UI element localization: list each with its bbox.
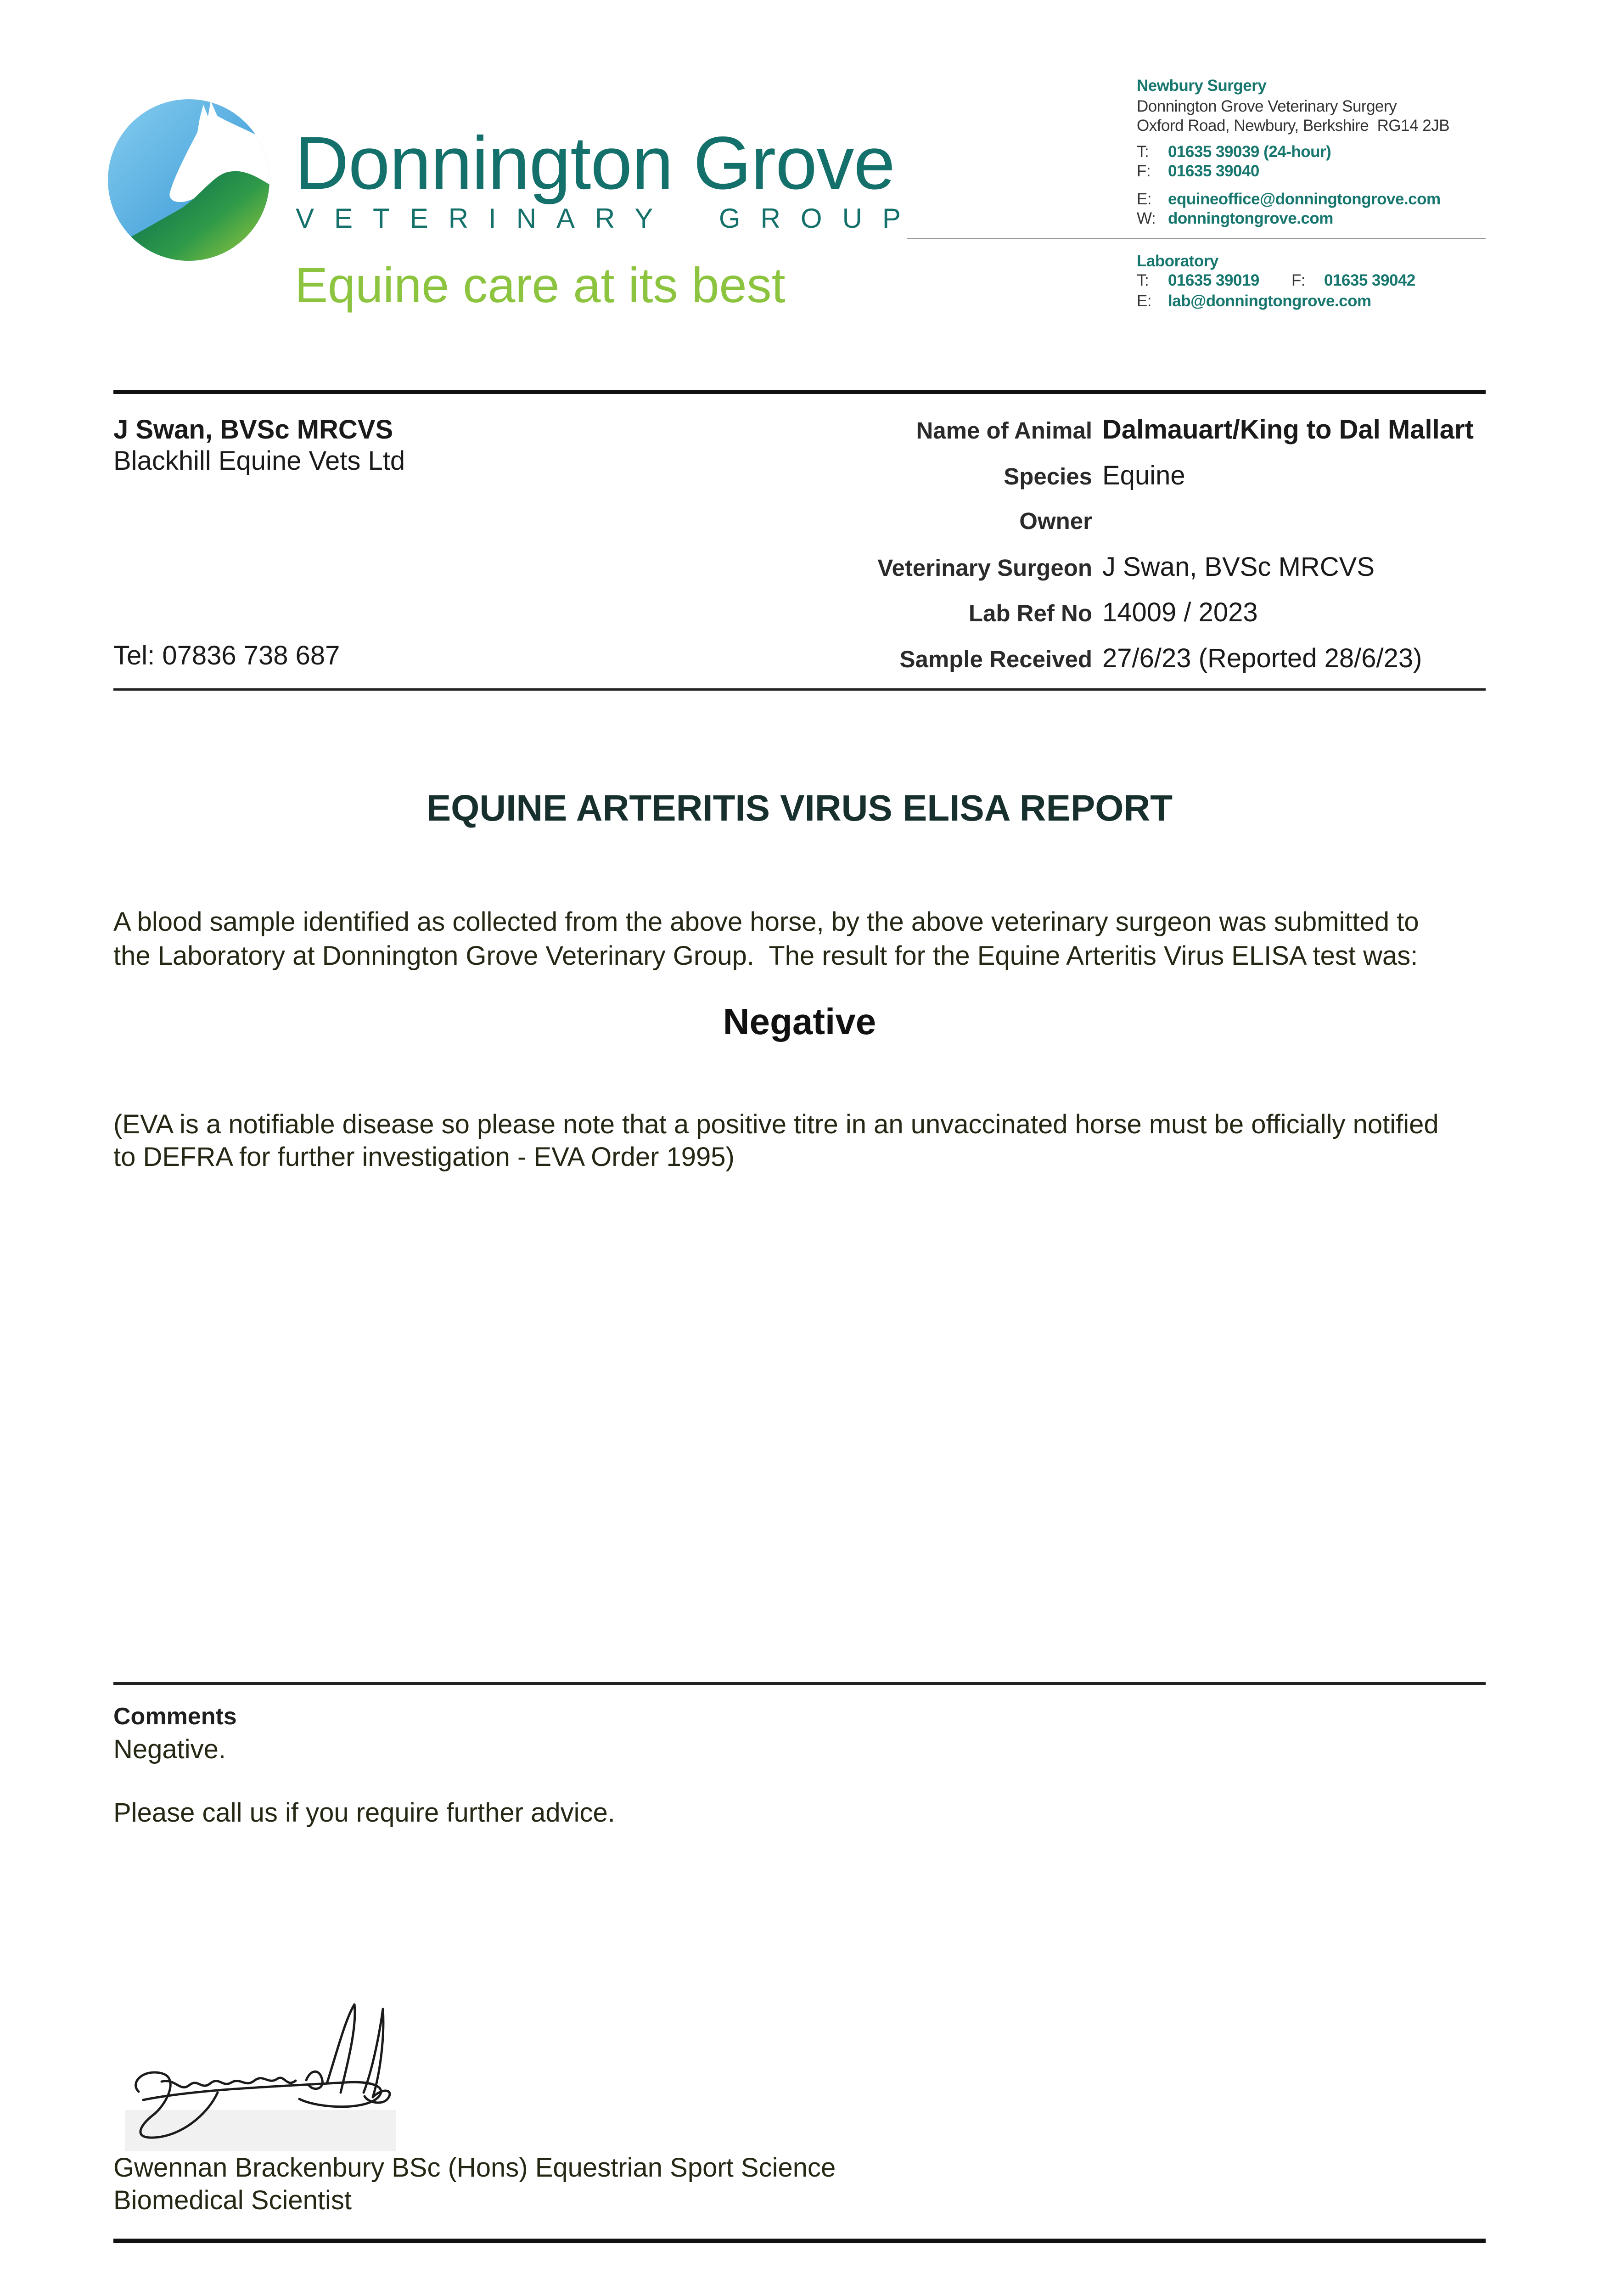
brand-tagline: Equine care at its best bbox=[295, 257, 786, 313]
laboratory-phone: 01635 39019 bbox=[1168, 271, 1259, 289]
veterinary-surgeon-label: Veterinary Surgeon bbox=[877, 554, 1092, 581]
header-top-rule bbox=[113, 390, 1486, 394]
case-detail-row bbox=[780, 453, 1486, 499]
recipient-telephone: Tel: 07836 738 687 bbox=[113, 641, 340, 670]
notifiable-note-line-2: to DEFRA for further investigation - EVA Order 1995) bbox=[113, 1142, 735, 1172]
surgery-web-label: W: bbox=[1137, 209, 1156, 227]
lab-ref-value: 14009 / 2023 bbox=[1102, 597, 1258, 628]
footer-rule bbox=[113, 2239, 1486, 2243]
signatory-name: Gwennan Brackenbury BSc (Hons) Equestrian Sport Science bbox=[113, 2153, 836, 2183]
owner-label: Owner bbox=[1019, 508, 1092, 535]
logo bbox=[106, 97, 271, 263]
surgery-fax-label: F: bbox=[1137, 162, 1151, 180]
recipient-name: J Swan, BVSc MRCVS bbox=[113, 415, 393, 445]
surgery-phone-label: T: bbox=[1137, 143, 1149, 161]
surgery-phone: 01635 39039 (24-hour) bbox=[1168, 143, 1331, 161]
brand-name: Donnington Grove bbox=[295, 121, 895, 205]
surgery-address-line-1: Donnington Grove Veterinary Surgery bbox=[1137, 97, 1397, 115]
intro-line-1: A blood sample identified as collected from the above horse, by the above veterinary surgeon was submitted to bbox=[113, 907, 1419, 937]
animal-name-label: Name of Animal bbox=[916, 417, 1092, 444]
species-value: Equine bbox=[1102, 460, 1185, 490]
laboratory-phone-label: T: bbox=[1137, 271, 1149, 289]
surgery-website: donningtongrove.com bbox=[1168, 209, 1333, 227]
veterinary-surgeon-value: J Swan, BVSc MRCVS bbox=[1102, 551, 1375, 582]
surgery-title: Newbury Surgery bbox=[1137, 77, 1267, 95]
intro-line-2: the Laboratory at Donnington Grove Veterinary Group. The result for the Equine Arteritis Virus ELISA test was: bbox=[113, 941, 1418, 971]
header-bottom-rule bbox=[113, 688, 1486, 691]
signature bbox=[125, 2000, 400, 2151]
sample-received-label: Sample Received bbox=[899, 646, 1092, 672]
species-label: Species bbox=[1004, 463, 1092, 490]
laboratory-fax-label: F: bbox=[1291, 271, 1306, 289]
case-detail-row bbox=[780, 407, 1486, 453]
laboratory-email: lab@donningtongrove.com bbox=[1168, 292, 1371, 310]
sample-received-value: 27/6/23 (Reported 28/6/23) bbox=[1102, 643, 1422, 673]
laboratory-title: Laboratory bbox=[1137, 252, 1218, 270]
comments-label: Comments bbox=[113, 1703, 237, 1730]
comments-text: Negative. bbox=[113, 1734, 226, 1764]
recipient-practice: Blackhill Equine Vets Ltd bbox=[113, 446, 405, 476]
case-detail-row bbox=[780, 544, 1486, 590]
surgery-address-line-2: Oxford Road, Newbury, Berkshire RG14 2JB bbox=[1137, 117, 1450, 135]
surgery-email-label: E: bbox=[1137, 190, 1152, 208]
laboratory-fax: 01635 39042 bbox=[1324, 271, 1415, 289]
case-detail-row bbox=[780, 636, 1486, 681]
brand-subtitle: VETERINARY GROUP bbox=[296, 203, 921, 234]
notifiable-note-line-1: (EVA is a notifiable disease so please note that a positive titre in an unvaccinated horse must be officially notified bbox=[113, 1109, 1439, 1139]
laboratory-email-label: E: bbox=[1137, 292, 1152, 310]
case-details bbox=[780, 407, 1486, 681]
report-title: EQUINE ARTERITIS VIRUS ELISA REPORT bbox=[426, 788, 1173, 828]
animal-name-value: Dalmauart/King to Dal Mallart bbox=[1102, 415, 1474, 445]
signatory-role: Biomedical Scientist bbox=[113, 2185, 352, 2215]
surgery-fax: 01635 39040 bbox=[1168, 162, 1259, 180]
case-detail-row bbox=[780, 590, 1486, 636]
lab-ref-label: Lab Ref No bbox=[968, 600, 1092, 627]
surgery-email: equineoffice@donningtongrove.com bbox=[1168, 190, 1441, 208]
test-result: Negative bbox=[723, 1001, 876, 1042]
case-detail-row bbox=[780, 498, 1486, 544]
comments-rule bbox=[113, 1682, 1486, 1685]
letterhead-divider bbox=[907, 238, 1486, 239]
advice-text: Please call us if you require further advice. bbox=[113, 1798, 615, 1828]
